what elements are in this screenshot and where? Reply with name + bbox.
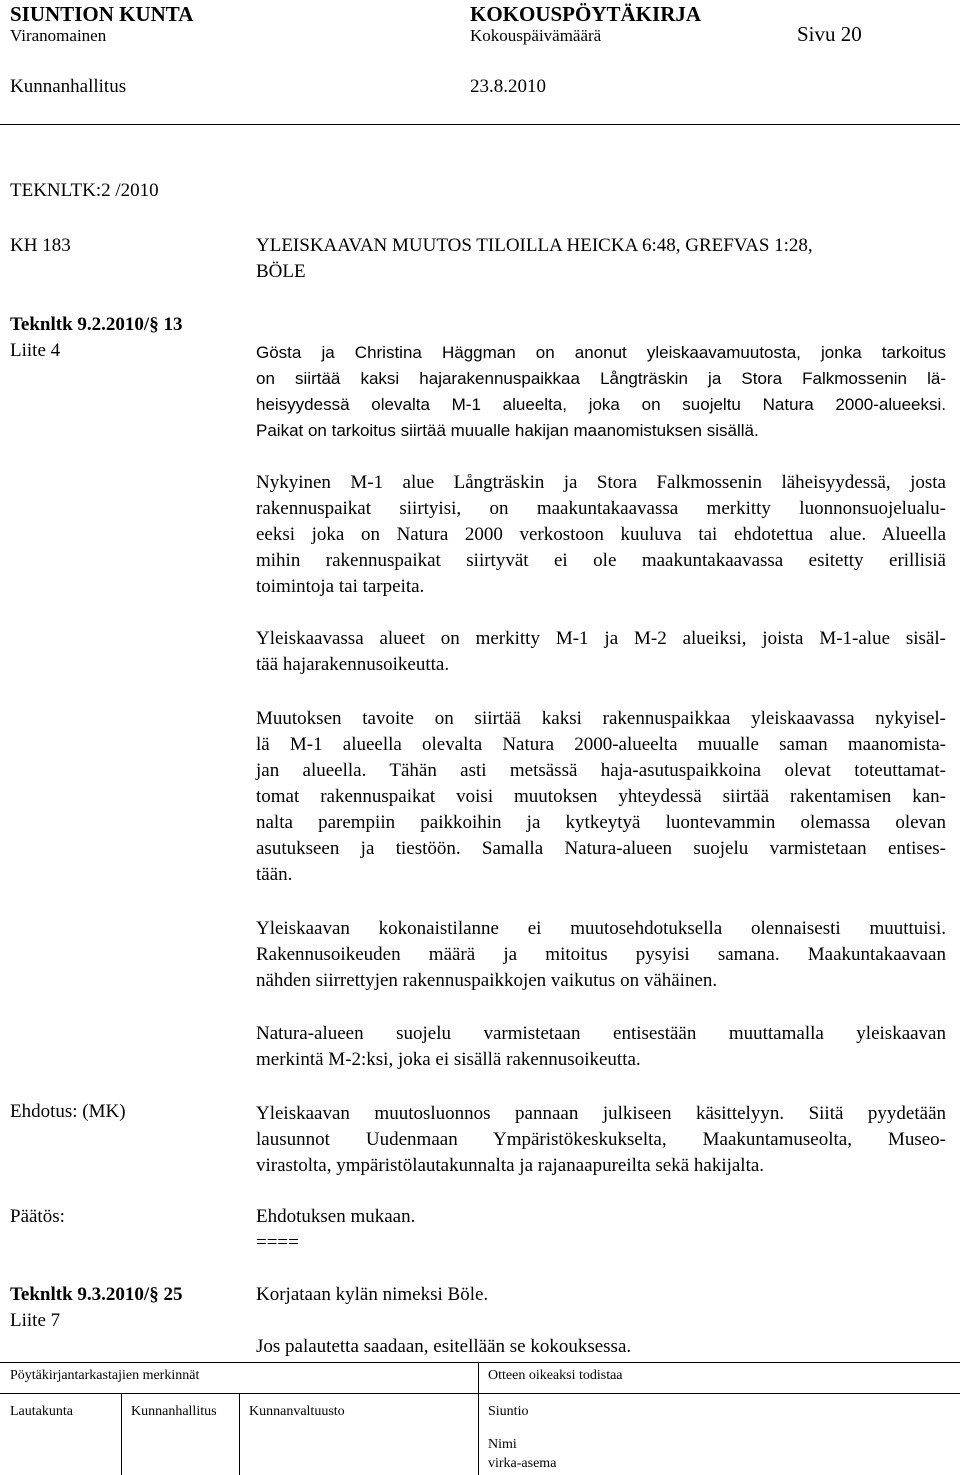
meeting-date: 23.8.2010 [470,76,546,97]
text-line: virastolta, ympäristölautakunnalta ja rajanaapureilta sekä hakijalta. [256,1155,765,1176]
document-type: KOKOUSPÖYTÄKIRJA [470,2,702,26]
board-kunnanhallitus: Kunnanhallitus [131,1404,217,1419]
text-line: jan alueella. Tähän asti metsässä haja-asutuspaikkoina olevat toteuttamat- [256,760,946,781]
paragraph-master-plan [256,626,946,678]
paragraph-overall-situation [256,916,946,994]
attachment-7-label: Liite 7 [10,1310,61,1331]
certified-label: Otteen oikeaksi todistaa [488,1368,623,1383]
kh-reference: KH 183 [10,235,71,256]
footer-divider-1 [121,1393,122,1475]
footer-mid-rule [0,1393,960,1394]
text-line: tään. [256,864,293,885]
teknltk-9-2-reference: Teknltk 9.2.2010/§ 13 [10,314,183,335]
text-line: on siirtää kaksi hajarakennuspaikkaa Långträskin ja Stora Falkmossenin lä- [256,369,946,388]
municipality-name: SIUNTION KUNTA [10,2,194,26]
text-line: merkintä M-2:ksi, joka ei sisällä rakennusoikeutta. [256,1049,641,1070]
paragraph-change-goal [256,706,946,888]
text-line: nalta parempiin paikkoihin ja kytkeytyä luontevammin olemassa olevan [256,812,946,833]
footer-divider-2 [239,1393,240,1475]
text-line: tomat rakennuspaikat voisi muutoksen yhteydessä siirtää rakentamisen kan- [256,786,946,807]
text-line: Rakennusoikeuden määrä ja mitoitus pysyisi samana. Maakuntakaavaan [256,944,946,965]
text-line: lä M-1 alueella olevalta Natura 2000-alueelta muualle saman maanomista- [256,734,946,755]
text-line: mihin rakennuspaikat siirtyvät ei ole maakuntakaavassa esitetty erillisiä [256,550,946,571]
paragraph-application [256,340,946,444]
page-number: Sivu 20 [797,22,862,46]
place-label: Siuntio [488,1404,529,1419]
text-line: Yleiskaavan muutosluonnos pannaan julkiseen käsittelyyn. Siitä pyydetään [256,1103,946,1124]
meeting-date-label: Kokouspäivämäärä [470,26,602,45]
board-lautakunta: Lautakunta [10,1404,73,1419]
text-line: Yleiskaavassa alueet on merkitty M-1 ja M-2 alueiksi, joista M-1-alue sisäl- [256,628,946,649]
text-line: lausunnot Uudenmaan Ympäristökeskukselta, Maakuntamuseolta, Museo- [256,1129,946,1150]
text-line: heisyydessä olevalta M-1 alueelta, joka on suojeltu Natura 2000-alueeksi. [256,395,946,414]
decision-text: Ehdotuksen mukaan. [256,1206,416,1227]
text-line: rakennuspaikat siirtyisi, on maakuntakaavassa merkitty luonnonsuojelualu- [256,498,946,519]
teknltk-9-3-reference: Teknltk 9.3.2010/§ 25 [10,1284,183,1305]
paragraph-proposal [256,1101,946,1179]
footer-top-rule [0,1362,960,1363]
correction-text: Korjataan kylän nimeksi Böle. [256,1284,489,1305]
text-line: Paikat on tarkoitus siirtää muualle hakijan maanomistuksen sisällä. [256,421,759,440]
text-line: eeksi joka on Natura 2000 verkostoon kuuluva tai ehdotettua alue. Alueella [256,524,946,545]
text-line: Muutoksen tavoite on siirtää kaksi rakennuspaikkaa yleiskaavassa nykyisel- [256,708,946,729]
position-label: virka-asema [488,1456,557,1471]
text-line: tää hajarakennusoikeutta. [256,654,450,675]
text-line: Yleiskaavan kokonaistilanne ei muutosehdotuksella olennaisesti muuttuisi. [256,918,946,939]
officer-label: Viranomainen [10,26,107,45]
teknltk-reference: TEKNLTK:2 /2010 [10,180,159,201]
decision-rule: ==== [256,1232,299,1253]
text-line: Gösta ja Christina Häggman on anonut yleiskaavamuutosta, jonka tarkoitus [256,343,946,362]
name-label: Nimi [488,1437,517,1452]
decision-label: Päätös: [10,1206,65,1227]
proposal-label: Ehdotus: (MK) [10,1101,126,1122]
paragraph-current-area [256,470,946,600]
item-title-line-1: YLEISKAAVAN MUUTOS TILOILLA HEICKA 6:48, GREFVAS 1:28, [256,235,813,256]
text-line: Nykyinen M-1 alue Långträskin ja Stora Falkmossenin läheisyydessä, josta [256,472,946,493]
paragraph-natura-protection [256,1021,946,1073]
text-line: toimintoja tai tarpeita. [256,576,425,597]
attachment-4-label: Liite 4 [10,340,61,361]
text-line: asutukseen ja tiestöön. Samalla Natura-alueen suojelu varmistetaan entises- [256,838,946,859]
checkers-label: Pöytäkirjantarkastajien merkinnät [10,1368,200,1383]
body-name: Kunnanhallitus [10,76,127,97]
footer-divider-3 [478,1362,479,1475]
board-kunnanvaltuusto: Kunnanvaltuusto [249,1404,345,1419]
feedback-text: Jos palautetta saadaan, esitellään se kokouksessa. [256,1336,632,1357]
item-title-line-2: BÖLE [256,261,306,282]
header-rule [0,124,960,125]
text-line: Natura-alueen suojelu varmistetaan entisestään muuttamalla yleiskaavan [256,1023,946,1044]
text-line: nähden siirrettyjen rakennuspaikkojen vaikutus on vähäinen. [256,970,718,991]
